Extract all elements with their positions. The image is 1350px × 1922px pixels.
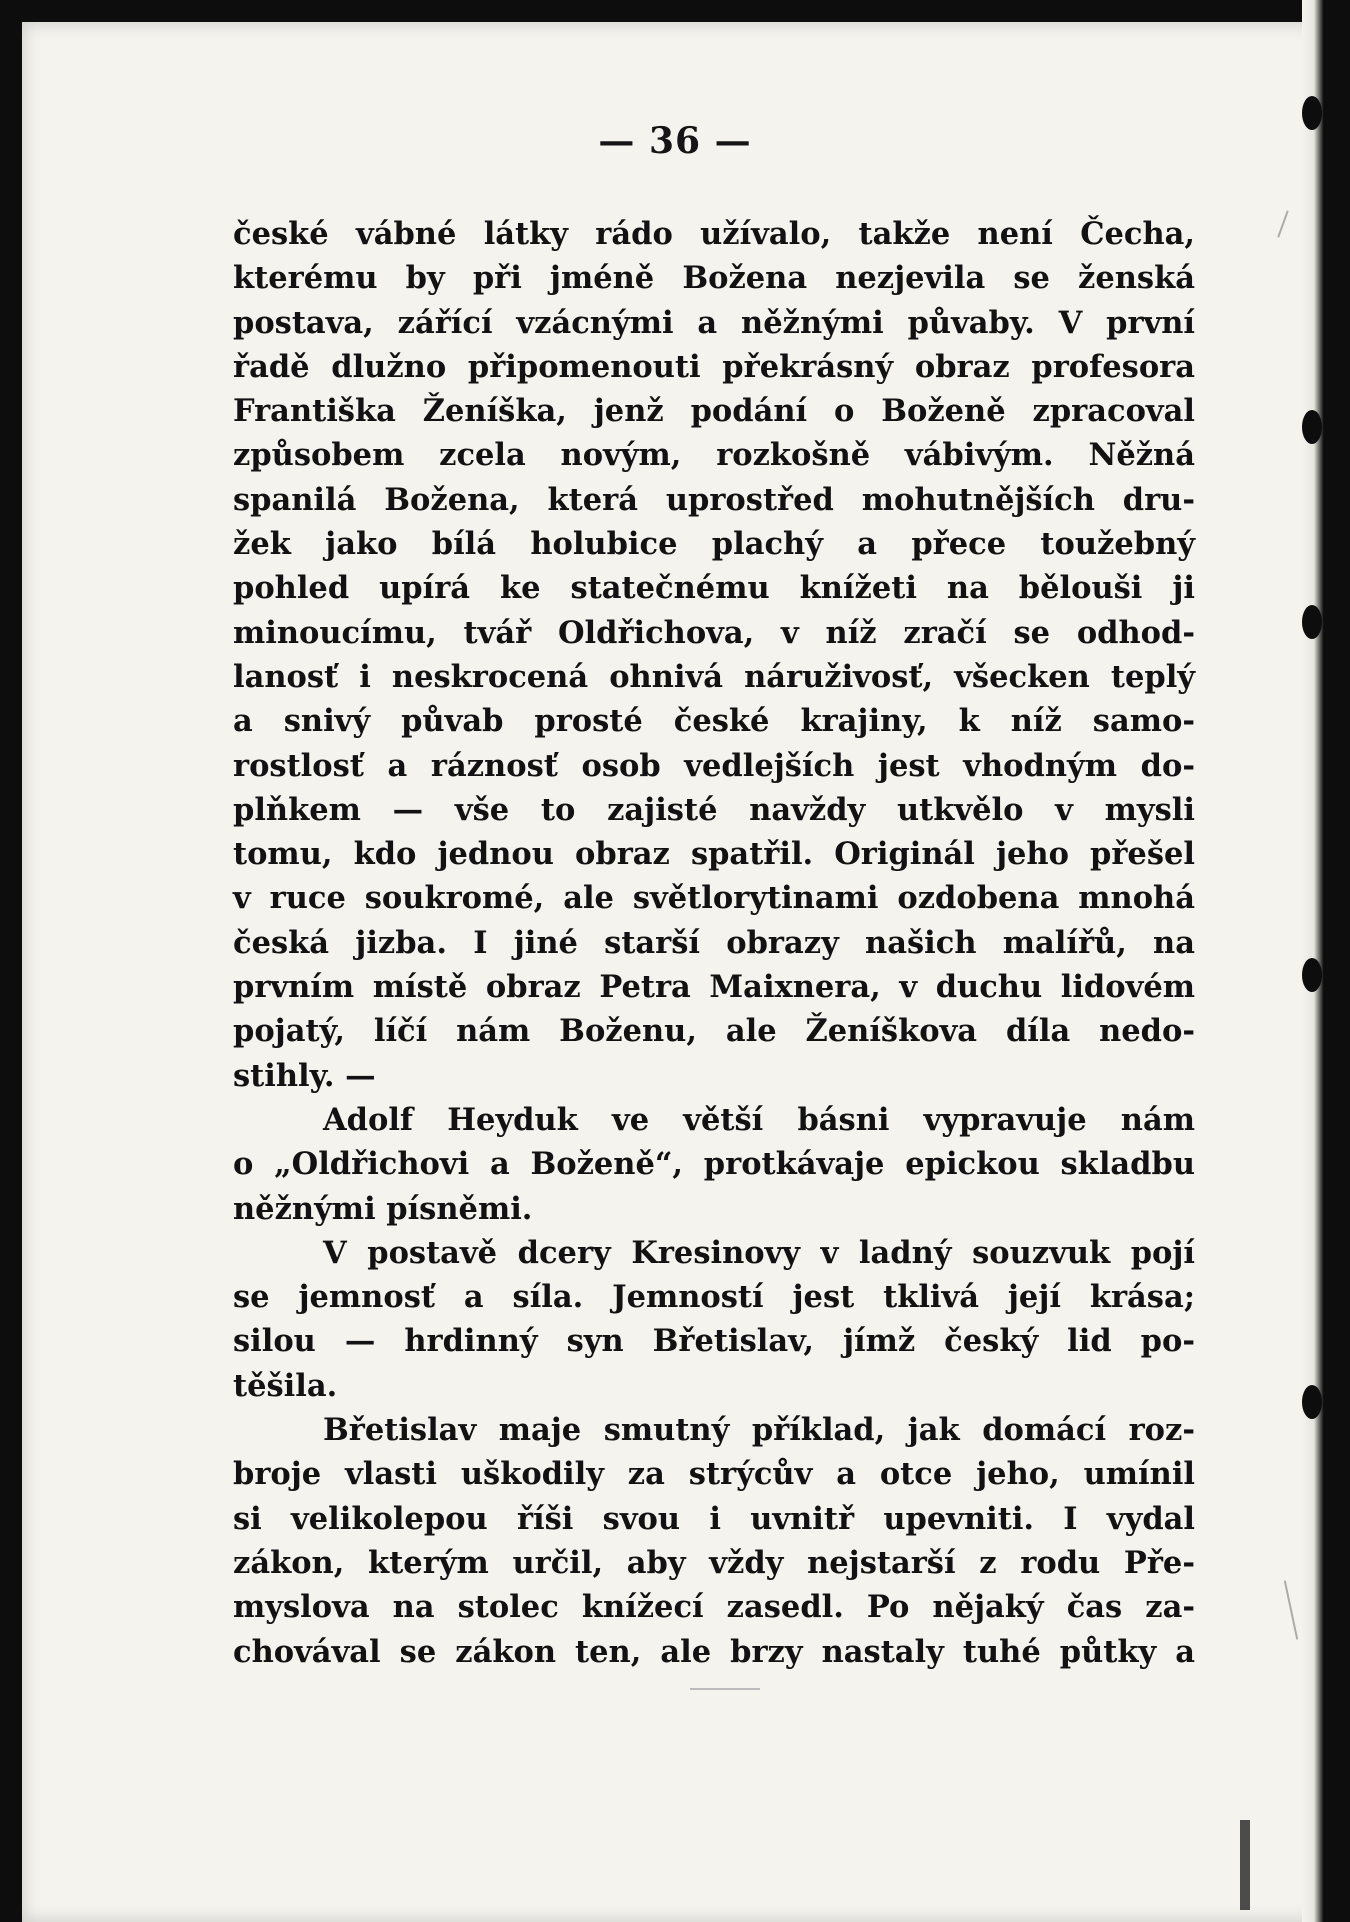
- text-line: chovával se zákon ten, ale brzy nastaly tuhé půtky a: [233, 1633, 1195, 1670]
- binding-hole: [1302, 410, 1322, 444]
- text-line: zákon, kterým určil, aby vždy nejstarší z rodu Pře-: [233, 1544, 1195, 1581]
- page-number: — 36 —: [598, 120, 752, 162]
- text-line: pohled upírá ke statečnému knížeti na bělouši ji: [233, 570, 1195, 607]
- scan-artifact: [1240, 1820, 1250, 1910]
- text-line: řadě dlužno připomenouti překrásný obraz profesora: [233, 348, 1195, 385]
- text-line: rostlosť a ráznosť osob vedlejších jest vhodným do-: [233, 747, 1195, 784]
- paragraph-start-line: Adolf Heyduk ve větší básni vypravuje nám: [323, 1101, 1195, 1138]
- text-line: broje vlasti uškodily za strýcův a otce jeho, umínil: [233, 1456, 1195, 1493]
- paragraph-start-line: Břetislav maje smutný příklad, jak domácí roz-: [323, 1412, 1195, 1449]
- text-line: minoucímu, tvář Oldřichova, v níž zračí se odhod-: [233, 614, 1195, 651]
- text-line: prvním místě obraz Petra Maixnera, v duchu lidovém: [233, 969, 1195, 1006]
- text-line: plňkem — vše to zajisté navždy utkvělo v mysli: [233, 791, 1195, 828]
- text-line: česká jizba. I jiné starší obrazy našich malířů, na: [233, 924, 1195, 961]
- paragraph-start-line: V postavě dcery Kresinovy v ladný souzvuk pojí: [323, 1234, 1195, 1271]
- text-line: způsobem zcela novým, rozkošně vábivým. Něžná: [233, 437, 1195, 474]
- text-line: Františka Ženíška, jenž podání o Boženě zpracoval: [233, 393, 1195, 430]
- scan-artifact: [690, 1688, 760, 1690]
- paragraph-end-line: těšila.: [233, 1367, 338, 1404]
- text-line: v ruce soukromé, ale světlorytinami ozdobena mnohá: [233, 880, 1195, 917]
- text-line: a snivý půvab prosté české krajiny, k níž samo-: [233, 703, 1195, 740]
- binding-hole: [1302, 958, 1322, 992]
- text-line: české vábné látky rádo užívalo, takže není Čecha,: [233, 216, 1195, 252]
- text-line: postava, zářící vzácnými a něžnými půvaby. V první: [233, 304, 1195, 341]
- text-line: žek jako bílá holubice plachý a přece toužebný: [233, 526, 1195, 563]
- text-line: silou — hrdinný syn Břetislav, jímž český lid po-: [233, 1323, 1195, 1360]
- text-line: kterému by při jméně Božena nezjevila se ženská: [233, 260, 1195, 297]
- body-text: [233, 212, 1195, 1674]
- text-line: lanosť i neskrocená ohnivá náruživosť, všecken teplý: [233, 658, 1195, 695]
- text-line: si velikolepou říši svou i uvnitř upevniti. I vydal: [233, 1500, 1195, 1537]
- text-line: myslova na stolec knížecí zasedl. Po nějaký čas za-: [233, 1589, 1195, 1626]
- paragraph-end-line: něžnými písněmi.: [233, 1190, 533, 1227]
- text-line: pojatý, líčí nám Boženu, ale Ženíškova díla nedo-: [233, 1013, 1195, 1050]
- text-line: se jemnosť a síla. Jemností jest tklivá její krása;: [233, 1279, 1195, 1316]
- text-line: spanilá Božena, která uprostřed mohutnějších dru-: [233, 481, 1195, 518]
- text-line: o „Oldřichovi a Boženě“, protkávaje epickou skladbu: [233, 1146, 1195, 1183]
- paragraph-end-line: stihly. —: [233, 1057, 376, 1094]
- text-line: tomu, kdo jednou obraz spatřil. Originál jeho přešel: [233, 836, 1195, 873]
- binding-hole: [1302, 1385, 1322, 1419]
- binding-hole: [1302, 605, 1322, 639]
